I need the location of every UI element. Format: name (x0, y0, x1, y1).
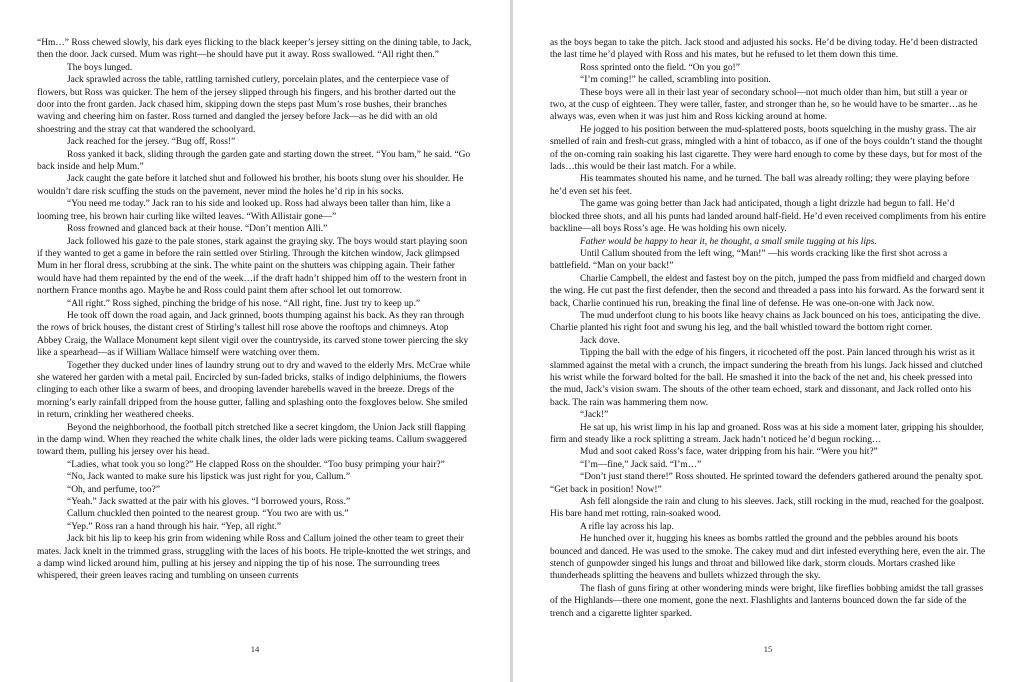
paragraph: Jack followed his gaze to the pale stones, stark against the graying sky. The boys would start playing soon if they wanted to get a game in before the rain settled over Stirling. Through the kitchen window, Jack glimpsed Mum in her floral dress, scrubbing at the sink. The white paint on the shutters was chipping again. Their father would have had them repainted by the end of the week…if the draft hadn’t shipped him off to the western front in northern France months ago. Maybe he and Ross could paint them after school let out tomorrow. (37, 236, 468, 297)
paragraph: Tipping the ball with the edge of his fingers, it ricocheted off the post. Pain lanced through his wrist as it slammed against the metal with a crunch, the impact sundering the breath from his lungs. Jack hissed and clutched his wrist while the forward bolted for the ball. He smashed it into the back of the net and, his cheek pressed into the mud, Jack’s vision swam. The shouts of the other team echoed, stark and dissonant, and Jack rolled onto his back. The rain was hammering them now. (550, 348, 983, 408)
paragraph: Ross yanked it back, sliding through the garden gate and starting down the street. “You bam,” he said. “Go back inside and help Mum.” (37, 149, 471, 173)
right-page-body (550, 37, 986, 620)
paragraph: “Don’t just stand there!” Ross shouted. He sprinted toward the defenders gathered around the penalty spot. “Get back in position! Now!” (550, 472, 984, 495)
paragraph: Father would be happy to hear it, he thought, a small smile tugging at his lips. (580, 236, 877, 247)
paragraph: Callum chuckled then pointed to the nearest group. “You two are with us.” (67, 509, 349, 520)
paragraph: “All right.” Ross sighed, pinching the bridge of his nose. “All right, fine. Just try to keep up.” (67, 298, 421, 309)
paragraph: Ross sprinted onto the field. “On you go!” (580, 62, 740, 73)
paragraph: The mud underfoot clung to his boots like heavy chains as Jack bounced on his toes, anticipating the dive. Charlie planted his right foot and swung his leg, and the ball whistled toward the bottom right corner. (550, 310, 981, 334)
paragraph: “Yep.” Ross ran a hand through his hair. “Yep, all right.” (67, 521, 282, 532)
page-number: 15 (763, 644, 773, 654)
paragraph: Jack sprawled across the table, rattling tarnished cutlery, porcelain plates, and the centerpiece vase of flowers, but Ross was quicker. The hem of the jersey slipped through his fingers, and his brother darted out the door into the front garden. Jack chased him, skipping down the steps past Mum’s rose bushes, their branches waving and cheering him on faster. Ross turned and dangled the jersey before Jack—as he did with an old shoestring and the stray cat that wandered the schoolyard. (37, 75, 456, 135)
paragraph: “Ladies, what took you so long?” He clapped Ross on the shoulder. “Too busy primping your hair?” (67, 459, 445, 470)
paragraph: He took off down the road again, and Jack grinned, boots thumping against his back. As they ran through the rows of brick houses, the distant crest of Stirling’s tallest hill rose above the rooftops and chimneys. Atop Abbey Craig, the Wallace Monument kept silent vigil over the countryside, its carved stone tower piercing the sky like a spearhead—as if William Wallace himself were watching over them. (37, 310, 469, 359)
paragraph: “You need me today.” Jack ran to his side and looked up. Ross had always been taller than him, like a looming tree, his brown hair curling like wilted leaves. “With Allistair gone—” (37, 199, 451, 222)
paragraph: He hunched over it, hugging his knees as bombs rattled the ground and the pebbles around his boots bounced and danced. He was used to the smoke. The cakey mud and dirt infested everything here, even the air. The stench of gunpowder singed his lungs and throat and billowed like dark, storm clouds. Mortars crashed like thunderheads splitting the heavens and bullets whizzed through the sky. (550, 534, 986, 582)
paragraph: Mud and soot caked Ross’s face, water dripping from his hair. “Were you hit?” (580, 447, 878, 458)
page-number: 14 (250, 644, 260, 654)
paragraph: Jack caught the gate before it latched shut and followed his brother, his boots slung over his shoulder. He wouldn’t dare risk scuffing the studs on the pavement, never mind the holes he’d rip in his socks. (37, 174, 464, 197)
paragraph: “Yeah.” Jack swatted at the pair with his gloves. “I borrowed yours, Ross.” (67, 497, 351, 508)
right-page (513, 0, 1023, 682)
paragraph: Jack dove. (580, 335, 620, 346)
paragraph: “I’m coming!” he called, scrambling into position. (580, 75, 771, 86)
paragraph: “Jack!” (580, 410, 609, 421)
paragraph: “Oh, and perfume, too?” (67, 484, 161, 495)
paragraph: He sat up, his wrist limp in his lap and groaned. Ross was at his side a moment later, gripping his shoulder, firm and steady like a rock splitting a stream. Jack hadn’t noticed he’d begun rocking… (550, 422, 984, 445)
paragraph: The boys lunged. (67, 62, 133, 73)
paragraph: The flash of guns firing at other wondering minds were bright, like fireflies bobbing amidst the tall grasses of the Highlands—there one moment, gone the next. Flashlights and lanterns bounced down the far side of the trench and a cigarette lighter sparked. (550, 583, 984, 619)
paragraph: as the boys began to take the pitch. Jack stood and adjusted his socks. He’d be diving today. He’d been distracted the last time he’d played with Ross and his mates, but he refused to let them down this time. (550, 38, 978, 61)
paragraph: Together they ducked under lines of laundry strung out to dry and waved to the elderly Mrs. McCrae while she watered her garden with a metal pail. Encircled by sun-faded bricks, stalks of indigo delphiniums, the flowers clinging to each other like a swarm of bees, and drooping lavender harebells waved in the breeze. Dregs of the morning’s early rainfall dripped from the house gutter, falling and splashing onto the foxgloves below. She smiled in return, crinkling her weathered cheeks. (37, 360, 471, 421)
paragraph: He jogged to his position between the mud-splattered posts, boots squelching in the mushy grass. The air smelled of rain and fresh-cut grass, mingled with a hint of tobacco, as if one of the boys couldn’t stand the thought of the on-coming rain soaking his last cigarette. They were hard enough to come by these days, but for most of the lads…this would be their last match. For a while. (550, 124, 983, 173)
left-page-body (37, 37, 473, 583)
paragraph: Until Callum shouted from the left wing, “Man!” —his words cracking like the first shot across a battlefield. “Man on your back!” (550, 248, 948, 272)
paragraph: Ash fell alongside the rain and clung to his sleeves. Jack, still rocking in the mud, reached for the goalpost. His bare hand met rotting, rain-soaked wood. (550, 497, 984, 520)
paragraph: These boys were all in their last year of secondary school—not much older than him, but still a year or two, at the cusp of eighteen. They were taller, faster, and stronger than he, so he would have to be smarter…as he always was, even when it was just him and Ross kicking around at home. (550, 87, 978, 123)
paragraph: Jack bit his lip to keep his grin from widening while Ross and Callum joined the other team to greet their mates. Jack knelt in the trimmed grass, struggling with the laces of his boots. He triple-knotted the wet strings, and a damp wind licked around him, pulling at his jersey and nipping the tip of his nose. The surrounding trees whispered, their green leaves racing and tumbling on unseen currents (37, 534, 471, 582)
paragraph: “No, Jack wanted to make sure his lipstick was just right for you, Callum.” (67, 472, 351, 483)
paragraph: His teammates shouted his name, and he turned. The ball was already rolling; they were playing before he’d even set his feet. (550, 174, 970, 197)
paragraph: “Hm…” Ross chewed slowly, his dark eyes flicking to the black keeper’s jersey sitting on the dining table, to Jack, then the door. Jack cursed. Mum was right—he should have put it away. Ross swallowed. “All right then.” (37, 38, 472, 61)
paragraph: A rifle lay across his lap. (580, 521, 674, 532)
paragraph: “I’m—fine,” Jack said. “I’m…” (580, 459, 702, 470)
paragraph: The game was going better than Jack had anticipated, though a light drizzle had begun to fall. He’d blocked three shots, and all his punts had landed around half-field. He’d even received compliments from his entire backline—all boys Ross’s age. He was holding his own nicely. (550, 199, 986, 235)
paragraph: Jack reached for the jersey. “Bug off, Ross!” (67, 137, 236, 148)
paragraph: Beyond the neighborhood, the football pitch stretched like a secret kingdom, the Union Jack still flapping in the damp wind. When they reached the white chalk lines, the older lads were picking teams. Callum swaggered toward them, pulling his jersey over his head. (37, 422, 467, 458)
left-page (0, 0, 510, 682)
paragraph: Charlie Campbell, the eldest and fastest boy on the pitch, jumped the pass from midfield and charged down the wing. He cut past the first defender, then the second and threaded a pass into his forward. As the forward sent it back, Charlie continued his run, breaking the final line of defense. He was one-on-one with Jack now. (550, 273, 986, 309)
paragraph: Ross frowned and glanced back at their house. “Don’t mention Alli.” (67, 224, 328, 235)
